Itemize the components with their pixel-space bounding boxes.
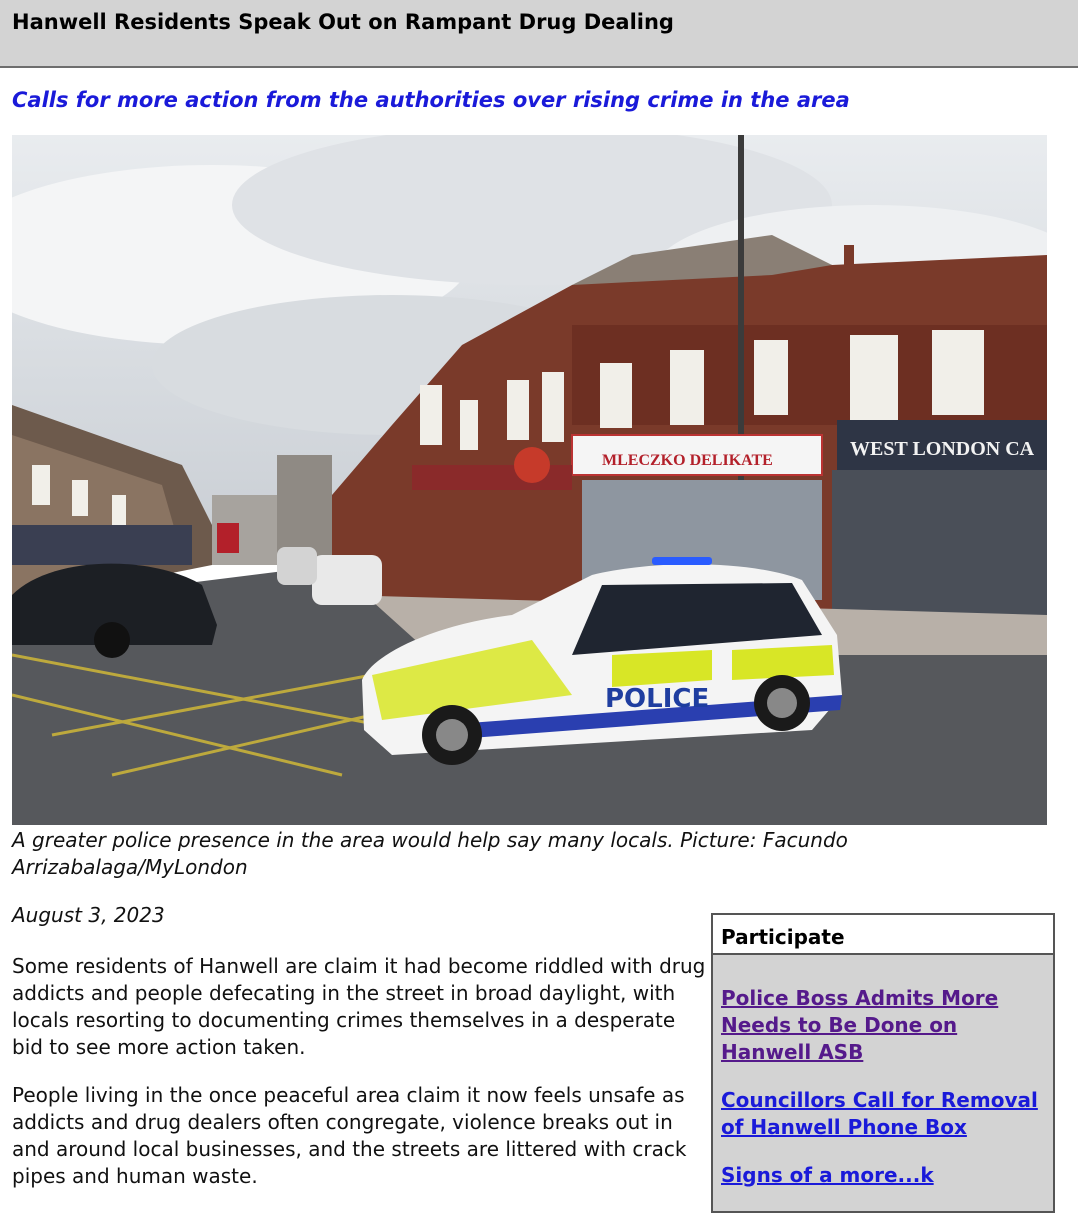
- sidebar-heading: Participate: [713, 915, 1053, 955]
- sidebar-link-police-boss[interactable]: Police Boss Admits More Needs to Be Done on Hanwell ASB: [721, 986, 999, 1064]
- image-caption: A greater police presence in the area would help say many locals. Picture: Facundo Arrizabalaga/MyLondon: [12, 828, 848, 879]
- participate-sidebar: [711, 913, 1055, 1213]
- article-paragraph-1: Some residents of Hanwell are claim it had become riddled with drug addicts and people defecating in the street in broad daylight, with locals resorting to documenting crimes themselves in a desperate bid to see more action taken.: [12, 954, 706, 1059]
- article-subtitle: Calls for more action from the authorities over rising crime in the area: [12, 88, 850, 112]
- article-date: August 3, 2023: [12, 903, 165, 927]
- page-header: [0, 0, 1078, 68]
- article-photo: [12, 135, 1047, 825]
- shop-sign-right: WEST LONDON CA: [850, 438, 1035, 460]
- article-paragraph-2: People living in the once peaceful area claim it now feels unsafe as addicts and drug dealers often congregate, violence breaks out in and around local businesses, and the streets are littered with crack pipes and human waste.: [12, 1083, 687, 1188]
- shop-sign-mid: MLECZKO DELIKATE: [602, 452, 773, 469]
- sidebar-link-phone-box[interactable]: Councillors Call for Removal of Hanwell Phone Box: [721, 1088, 1038, 1139]
- page-title: Hanwell Residents Speak Out on Rampant Drug Dealing: [12, 10, 674, 34]
- car-livery-text: POLICE: [605, 684, 710, 714]
- sidebar-link-truncated[interactable]: Signs of a more...k: [721, 1163, 934, 1187]
